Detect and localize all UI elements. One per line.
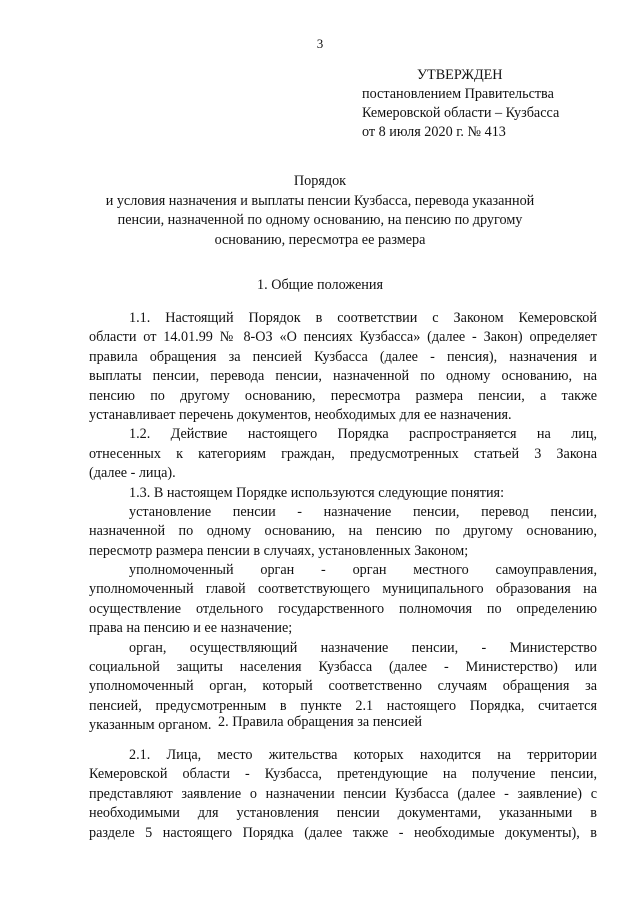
section-2-body xyxy=(89,746,597,843)
text-line: 1.3. В настоящем Порядке используются следующие понятия: xyxy=(129,484,505,501)
text-line: выплаты пенсии, перевода пенсии, назначенной по одному основанию, на xyxy=(89,368,597,385)
text-line: пересмотр размера пенсии в случаях, установленных Законом; xyxy=(89,542,469,559)
page-number: 3 xyxy=(316,36,324,51)
title-line: Порядок xyxy=(293,173,347,189)
document-title xyxy=(80,172,560,250)
text-line: 1.2. Действие настоящего Порядка распространяется на лиц, xyxy=(129,426,597,443)
text-line: представляют заявление о назначении пенсии Кузбасса (далее - заявление) с xyxy=(89,785,597,802)
text-line: установление пенсии - назначение пенсии, перевод пенсии, xyxy=(129,503,597,520)
approval-line: Кемеровской области – Кузбасса xyxy=(362,105,560,121)
text-line: 2.1. Лица, место жительства которых находится на территории xyxy=(129,747,597,763)
text-line: пенсию по другому основанию, пересмотра размера пенсии, а также xyxy=(89,387,597,404)
approval-heading: УТВЕРЖДЕН xyxy=(417,67,503,83)
approval-line: от 8 июля 2020 г. № 413 xyxy=(362,124,506,140)
text-line: отнесенных к категориям граждан, предусмотренных статьей 3 Закона xyxy=(89,445,597,462)
text-line: социальной защиты населения Кузбасса (далее - Министерство) или xyxy=(89,659,597,676)
text-line: пенсией, предусмотренным в пункте 2.1 настоящего Порядка, считается xyxy=(89,697,597,714)
text-line: устанавливает перечень документов, необходимых для ее назначения. xyxy=(89,406,512,423)
text-line: области от 14.01.99 № 8-ОЗ «О пенсиях Кузбасса» (далее - Закон) определяет xyxy=(89,329,597,346)
section-2-heading: 2. Правила обращения за пенсией xyxy=(218,714,422,730)
title-line: пенсии, назначенной по одному основанию, на пенсию по другому xyxy=(117,212,523,229)
text-line: назначенной по одному основанию, на пенсию по другому основанию, xyxy=(89,523,597,540)
text-line: (далее - лица). xyxy=(89,465,176,482)
approval-block xyxy=(362,66,559,142)
text-line: правила обращения за пенсией Кузбасса (далее - пенсия), назначения и xyxy=(89,348,597,365)
text-line: осуществление отдельного государственного полномочия по определению xyxy=(89,600,597,617)
text-line: уполномоченный главой соответствующего муниципального образования на xyxy=(89,581,597,598)
text-line: 1.1. Настоящий Порядок в соответствии с Законом Кемеровской xyxy=(129,310,597,326)
text-line: уполномоченный орган, который соответственно случаям обращения за xyxy=(89,678,597,695)
section-1-heading: 1. Общие положения xyxy=(257,277,383,293)
text-line: разделе 5 настоящего Порядка (далее также - необходимые документы), в xyxy=(89,824,597,841)
title-line: основанию, пересмотра ее размера xyxy=(214,231,426,248)
text-line: права на пенсию и ее назначение; xyxy=(89,620,293,637)
text-line: необходимыми для установления пенсии документами, указанными в xyxy=(89,805,597,822)
text-line: Кемеровской области - Кузбасса, претендующие на получение пенсии, xyxy=(89,766,597,783)
approval-line: постановлением Правительства xyxy=(362,86,554,102)
section-1-body xyxy=(89,309,597,736)
text-line: уполномоченный орган - орган местного самоуправления, xyxy=(129,562,597,579)
text-line: орган, осуществляющий назначение пенсии, - Министерство xyxy=(129,639,597,656)
title-line: и условия назначения и выплаты пенсии Кузбасса, перевода указанной xyxy=(105,192,535,209)
text-line: указанным органом. xyxy=(89,717,212,734)
